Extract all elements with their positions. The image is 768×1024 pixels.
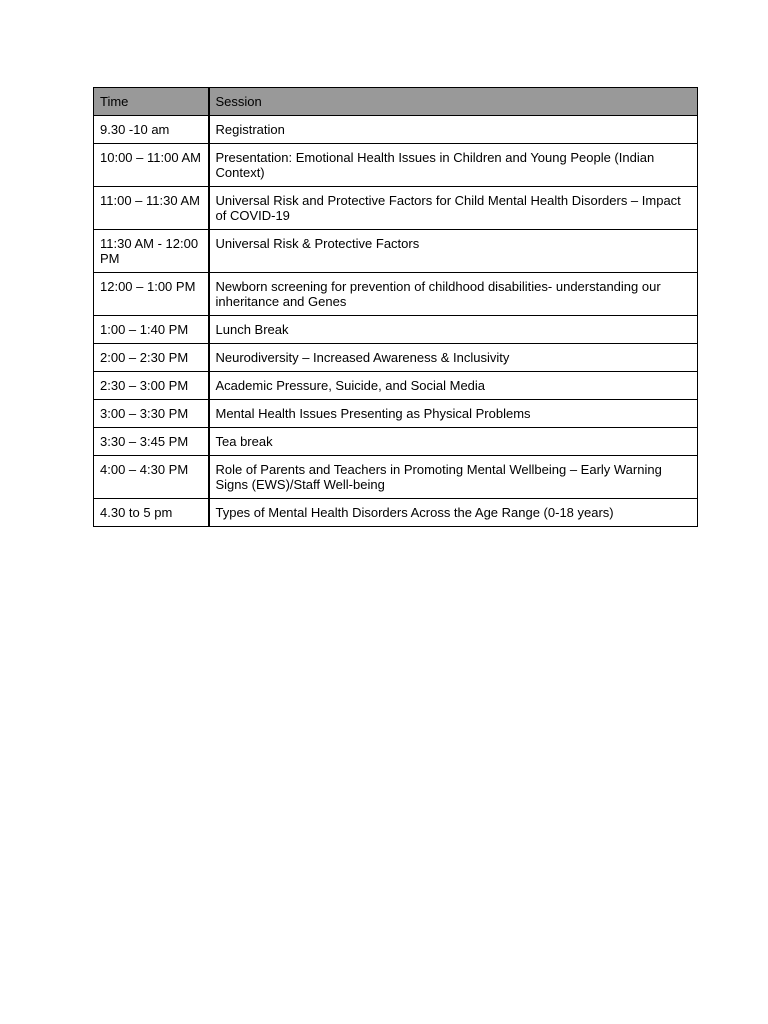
session-cell: Tea break [209,427,698,455]
time-cell: 3:00 – 3:30 PM [94,399,209,427]
column-header-time: Time [94,88,209,116]
table-row [94,143,698,186]
time-cell: 10:00 – 11:00 AM [94,143,209,186]
session-cell: Lunch Break [209,315,698,343]
table-row [94,343,698,371]
time-cell: 3:30 – 3:45 PM [94,427,209,455]
table-row [94,186,698,229]
session-cell: Academic Pressure, Suicide, and Social Media [209,371,698,399]
table-row [94,498,698,526]
time-cell: 1:00 – 1:40 PM [94,315,209,343]
table-header-row [94,88,698,116]
table-row [94,115,698,143]
session-cell: Role of Parents and Teachers in Promoting Mental Wellbeing – Early Warning Signs (EWS)/Staff Well-being [209,455,698,498]
session-cell: Types of Mental Health Disorders Across the Age Range (0-18 years) [209,498,698,526]
session-cell: Registration [209,115,698,143]
session-cell: Newborn screening for prevention of childhood disabilities- understanding our inheritance and Genes [209,272,698,315]
session-cell: Universal Risk & Protective Factors [209,229,698,272]
table-row [94,399,698,427]
table-row [94,371,698,399]
schedule-table [93,87,698,527]
time-cell: 4.30 to 5 pm [94,498,209,526]
session-cell: Presentation: Emotional Health Issues in Children and Young People (Indian Context) [209,143,698,186]
column-header-session: Session [209,88,698,116]
time-cell: 2:00 – 2:30 PM [94,343,209,371]
time-cell: 2:30 – 3:00 PM [94,371,209,399]
time-cell: 11:00 – 11:30 AM [94,186,209,229]
table-row [94,315,698,343]
table-row [94,272,698,315]
time-cell: 9.30 -10 am [94,115,209,143]
table-row [94,427,698,455]
session-cell: Mental Health Issues Presenting as Physical Problems [209,399,698,427]
time-cell: 12:00 – 1:00 PM [94,272,209,315]
table-row [94,455,698,498]
time-cell: 4:00 – 4:30 PM [94,455,209,498]
table-row [94,229,698,272]
session-cell: Neurodiversity – Increased Awareness & Inclusivity [209,343,698,371]
session-cell: Universal Risk and Protective Factors for Child Mental Health Disorders – Impact of COVID-19 [209,186,698,229]
time-cell: 11:30 AM - 12:00 PM [94,229,209,272]
